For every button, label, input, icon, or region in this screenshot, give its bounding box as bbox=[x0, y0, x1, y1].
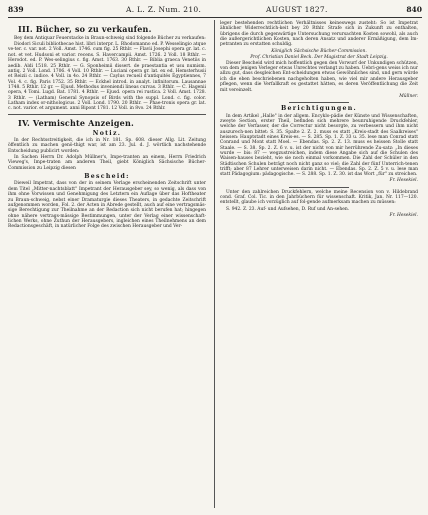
newspaper-page bbox=[8, 4, 422, 511]
page-number: 839 bbox=[8, 5, 24, 14]
journal-title: A. L. Z. Num. 210. bbox=[126, 5, 202, 14]
paragraph: Unter den zahlreichen Druckfehlern, welche meine Recension von v. Hildebrand cond. Graf. Col. Tic. in den Jahrbüchern für wissenschaft. Kritik, Jan. Nr. 117—120. entstellt, glaube ich vorzüglich auf fol-gende aufmerksam machen zu müssen: bbox=[220, 189, 418, 206]
book-listing: Diodori Siculi bibliothecae hist. libri interpr. L. Rhodomanno ed. P. Wesselingio atque ve-ter. c. var. not. 2 Voll. Amst. 1746. cum fig. 25 Rthlr. — Flavii Josephi opera gr. lat. c. not. et vet. Hudsoni et varior. recens. S. Havercampii. Amst. 1726. 2 Voll. 18 Rthlr. — Herodot. ed. P. Wes-selingius c. fig. Amst. 1763. 30 Rthlr. — Biblia graeca Venetiis in aedib. Aldi 1518. 25 Rthlr. — G. Sponheimii dissert. de praestantia et usu numism. antiq. 2 Voll. Lond. 1706. 4 Voll. 10 Rthlr. — Luciani opera gr. lat. ex ed. Hemsterhusii et Reizii c. indice. 4 Voll. in 4o. 24 Rthlr. — Caylus recueil d'antiquités Égyptiennes, 7 Vol. 4. c. fig. Paris 1752. 35 Rthlr. — Eckhel introd. in analyt. infinitorum. Lausannae 1748. 5 Rthlr. 12 gr. — Ejusd. Methodus inveniendi lineas curvas. 3 Rthlr. — C. Hagenii opera, 4 Tomi. Lugd. Bat. 1781. 4 Rthlr. — Ejusd. opera rei rustica. 2 Voll. Amst. 1728. 3 Rthlr. — (Latham) General Synopsis of Birds with the suppl. Lond. c. fig. color. Latham index or-nithologicus. 2 Voll. Lond. 1790. 20 Rthlr. — Phae-tronis opera gr. lat. c. not. varior. et argument. anni Bipont 1781. 12 Voll. in 8vo. 24 Rthlr. bbox=[8, 42, 206, 112]
paragraph: Dieweil Impetrat, dass von der in seinem Verlage erscheinenden Zeitschrift unter dem Titel „Mitter-nachtsblatt" Impetrant der Herausgeber sey, so wenig, als dass von ihm ohne Vorwissen und Genehmigung des Letztern ein Auflage über das Hoftheater zu Braun-schweig, nebst einer Dramaturgie dieses Theaters, in gedachte Zeitschrift aufgenommen worden, Fol. 2. der Acten in Abrede gestellt, auch auf eine vertragsmäs-sige Berechtigung zur Theilnahme an der Redaction sich nicht berufen hat; hingegen ohne nähere vertrags-mässige Bestimmungen, unter der Verlag einer wissenschaft-lichen Werks, ohne Zuthun der Herausgebers, ingleichen eines Theilnehmens an dem Redactionsgeschäft, in natürlicher Folge des zwischen Herausgeber und Ver- bbox=[8, 181, 206, 230]
section-title-misc-notices: IV. Vermischte Anzeigen. bbox=[18, 117, 134, 128]
paragraph: In dem Artikel „Halle" in der allgem. Encyklo-pädie der Künste und Wissenschaften, zweyte Section, erster Theil, befinden sich mehrere beunruhigende Druckfehler, welche der Verfasser, der die Correctur nicht besorgte, zu verbessern und ihm nicht auszurech-nen bittet: S. 35. Spalte 2. Z. 2. muss es statt „Kreis-stadt des Saalkreises" heissen: Hauptstadt eines Kreis-es. — S. 285. Sp. 1. Z. 33 u. 35. lese man Conrad statt Conrand und Mont statt Moel. — Ebendas. Sp. 2. Z. 13. muss es heissen Stolle statt Staale. — S. 38. Sp. 2. Z. 6 v. u. ist der nicht von mir herrührende Zu-satz: „In dieses wurde — bis: 87 — wegzustreichen, indem diese Angabe sich auf die Schulen des Waisen-hauses bezieht, wie sie noch einmal vorkommen. Die Zahl der Schüler in den Städtischen Schulen beträgt noch nicht ganz so viel; die Zahl der fünf Unterrich-tenen trifft; aber 87 Lehrer unterweisen darin nicht. — Ebendas. Sp. 2. Z. 5 v. u. lese man statt Pädagogium: pädagogische. — S. 288. Sp. 1. Z. 30. ist das Wort „für" zu streichen. bbox=[220, 113, 418, 178]
paragraph: S. 942. Z. 23. Auf- und Aufsehen, D. Ruf und An-sehen. bbox=[226, 206, 350, 212]
ruling-heading: Bescheid: bbox=[84, 172, 130, 180]
page-header bbox=[8, 4, 422, 16]
left-column bbox=[8, 21, 206, 230]
signature-office: Königlich Sächsische Bücher-Commission. bbox=[271, 48, 367, 54]
right-column bbox=[220, 21, 418, 219]
signature-name: Prof. Christian Daniel Beck. Der Magistrat der Stadt Leipzig. bbox=[250, 54, 388, 60]
paragraph: In Sachen Herrn Dr. Adolph Müllner's, Impe-tranten an einem, Herrn Friedrich Vieweg's, Impe-traten am anderen Theil, giebt Königlich Sächsische Bücher-Commission zu Leipzig diesen bbox=[8, 154, 206, 171]
column-divider bbox=[214, 20, 215, 508]
issue-date: AUGUST 1827. bbox=[266, 5, 328, 14]
divider bbox=[289, 102, 349, 103]
corrections-heading: Berichtigungen. bbox=[281, 105, 357, 112]
paragraph: Dieser Bescheid wird mich hoffentlich gegen den Vorwurf der Unkundigen schützen, von dem jenigen Verleger etwas Unrechtes verlangt zu haben. Uebri-gens weiss ich nur allzu gut, dass desgleichen Ent-scheidungen etwas Gewöhnliches sind, und gern würde ich die eben beschriebenen nachgeholten haben, wie viel mir andere Herausgeber pflegen, wenn die Verfallkraft es gestattet hätten, es deren Veröffentlichung die Zeit mit vereinzelt. bbox=[220, 60, 419, 93]
section-divider bbox=[8, 114, 206, 115]
notice-heading: Notiz. bbox=[92, 129, 122, 137]
signer: Fr. Hesekiel. bbox=[389, 212, 418, 218]
section-title-books-for-sale: III. Bücher, so zu verkaufen. bbox=[18, 24, 152, 34]
signer: Fr. Hesekiel. bbox=[389, 178, 418, 184]
paragraph: Bey dem Antiquar Feuerstacke in Braun-schweig sind folgende Bücher zu verkaufen: bbox=[14, 36, 206, 41]
signer: Müllner. bbox=[399, 93, 418, 99]
column-number: 840 bbox=[406, 5, 422, 14]
paragraph: In der Rechtsstreitigkeit, die ich in Nr. 181. Sp. 608. dieser Allg. Lit. Zeitung öffentlich zu machen genö-thigt war, ist am 23. Jul. d. J. wörtlich nachstehende Entscheidung publicirt worden: bbox=[8, 138, 206, 154]
paragraph: leger bestehenden rechtlichen Verhältnisses keineswegs zusteht: So ist Impetrat ähnlicher Widerrechtlich-keit bey 20 Rthlr. Strafe sich in Zukunft zu enthalten, übrigens die durch gegenwärtige Untersuchung verursachten Kosten sowohl, als auch die außergerichtlichen Kosten, nach deren Ansatz und anderer Ermäßigung, dem Im-petranten zu erstatten schuldig. bbox=[220, 21, 418, 48]
header-rule bbox=[8, 17, 422, 18]
divider bbox=[289, 187, 349, 188]
